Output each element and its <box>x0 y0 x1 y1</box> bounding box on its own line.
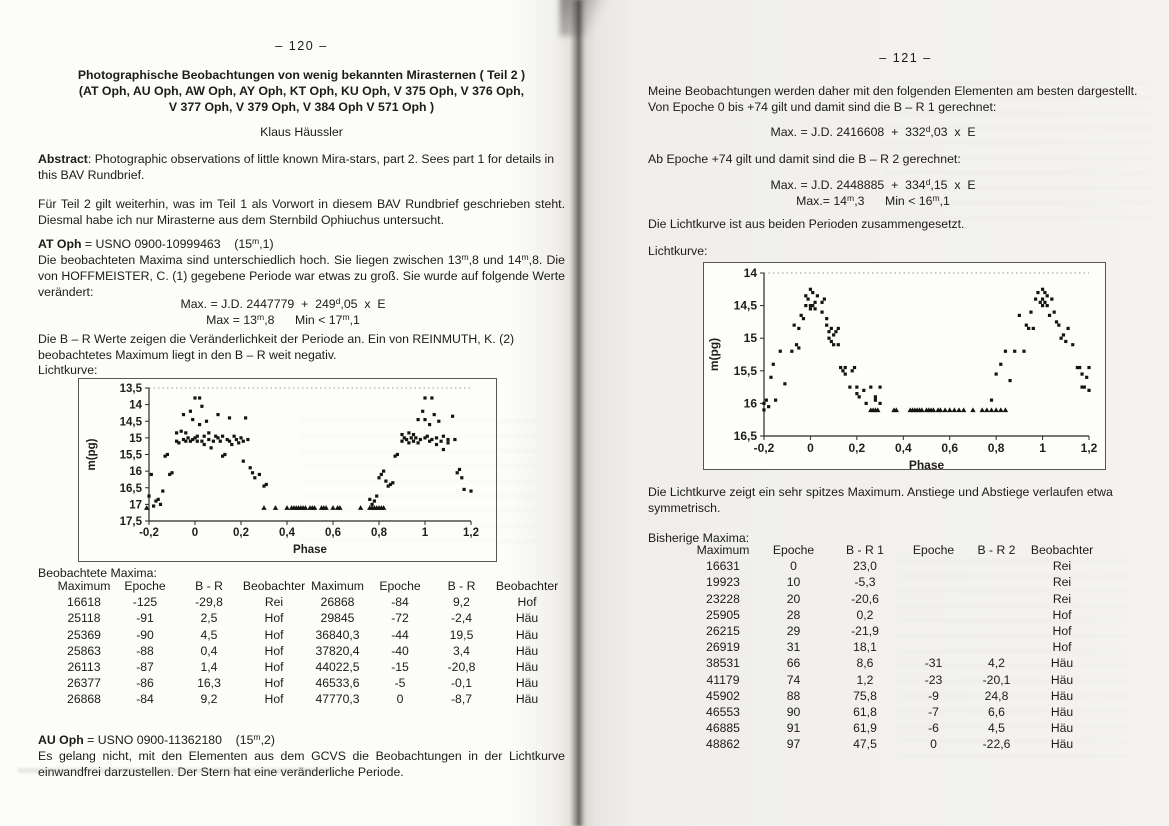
elements-formula-2: Max. = J.D. 2448885 + 334$^d$,15 x E <box>770 176 976 192</box>
ab-epoche-paragraph: Ab Epoche +74 gilt und damit sind die B – R 2 gerechnet: <box>648 152 961 166</box>
svg-text:14: 14 <box>129 399 142 412</box>
svg-text:1,2: 1,2 <box>1080 441 1098 455</box>
table-cell: 0 <box>396 692 404 707</box>
abstract: Abstract: Photographic observations of little known Mira-stars, part 2. Sees part 1 for details in this BAV Rundbrief. <box>38 152 555 183</box>
at-oph-elements-formula: Max. = J.D. 2447779 + 249$^d$,05 x E <box>180 295 386 311</box>
previous-maxima-table <box>688 542 1097 753</box>
table-cell: Hof <box>1052 624 1072 639</box>
table-cell: 16,3 <box>197 676 221 691</box>
table-cell: -90 <box>136 627 154 642</box>
table-cell: 46553 <box>706 705 740 720</box>
table-cell: 46533,6 <box>315 676 360 691</box>
svg-text:0,2: 0,2 <box>848 441 866 455</box>
table-header-cell: Beobachter <box>1030 543 1094 557</box>
svg-text:15: 15 <box>743 331 757 346</box>
svg-text:15,5: 15,5 <box>733 363 757 378</box>
table-cell: -15 <box>391 660 409 675</box>
scan-streak-artifact <box>18 768 336 773</box>
table-header-cell: Maximum <box>311 579 364 593</box>
table-cell: 10 <box>786 575 801 590</box>
table-cell: -40 <box>391 643 409 658</box>
table-cell: 4,5 <box>988 721 1005 736</box>
svg-text:m(pg): m(pg) <box>707 337 721 372</box>
table-cell: 74 <box>786 672 801 687</box>
table-cell: 28 <box>786 607 801 622</box>
table-cell: 26868 <box>67 692 101 707</box>
curve-shape-paragraph: Die Lichtkurve zeigt ein sehr spitzes Maximum. Anstiege und Abstiege verlaufen etwa symmetrisch. <box>648 485 1113 516</box>
table-cell: 26113 <box>67 660 101 675</box>
svg-text:0,8: 0,8 <box>371 527 387 539</box>
svg-text:m(pg): m(pg) <box>86 438 98 471</box>
table-row <box>688 655 1097 671</box>
table-cell: Hof <box>264 627 284 642</box>
table-cell <box>966 607 1027 623</box>
table-cell: 26868 <box>320 595 355 610</box>
svg-text:0,6: 0,6 <box>325 527 341 539</box>
table-cell: Hof <box>264 692 284 707</box>
table-cell <box>901 558 966 574</box>
table-cell: 4,2 <box>988 656 1005 671</box>
table-cell: -86 <box>136 676 154 691</box>
table-cell: 1,2 <box>856 672 874 687</box>
table-cell: 3,4 <box>453 643 470 658</box>
table-header-row <box>54 578 562 594</box>
table-cell: 75,8 <box>853 688 877 703</box>
table-row <box>54 691 562 707</box>
table-cell: Häu <box>515 643 539 658</box>
table-cell: -29,8 <box>195 595 223 610</box>
table-row <box>688 736 1097 752</box>
table-row <box>688 574 1097 590</box>
table-cell: -87 <box>136 660 154 675</box>
table-cell: Häu <box>515 676 539 691</box>
at-oph-br-note: Die B – R Werte zeigen die Veränderlichkeit der Periode an. Ein von REINMUTH, K. (2) beobachtetes Maximum liegt in den B – R weit negativ. <box>38 332 515 363</box>
table-cell: 46885 <box>706 721 740 736</box>
table-cell: Hof <box>264 611 284 626</box>
table-cell: Häu <box>1050 688 1074 703</box>
table-row <box>688 720 1097 736</box>
svg-text:13,5: 13,5 <box>119 383 142 395</box>
lightcurve-chart-at-oph <box>79 379 498 563</box>
table-cell: 25863 <box>67 643 101 658</box>
table-cell <box>901 591 966 607</box>
title-line: (AT Oph, AU Oph, AW Oph, AY Oph, KT Oph, KU Oph, V 375 Oph, V 376 Oph, <box>78 84 525 99</box>
table-cell: Rei <box>1052 575 1072 590</box>
binding-gutter-top-shadow <box>560 0 612 36</box>
table-cell: 47770,3 <box>315 692 360 707</box>
table-cell: -20,1 <box>982 672 1011 687</box>
table-cell: 41179 <box>706 672 740 687</box>
table-cell: -8,7 <box>450 692 472 707</box>
table-cell: 24,8 <box>984 688 1009 703</box>
table-cell: -22,6 <box>982 737 1011 752</box>
table-cell: -7 <box>928 705 939 720</box>
table-cell: Häu <box>515 627 539 642</box>
table-cell: Hof <box>264 643 284 658</box>
svg-text:1: 1 <box>421 527 429 539</box>
svg-text:-0,2: -0,2 <box>139 527 159 539</box>
svg-text:Phase: Phase <box>293 544 327 556</box>
table-header-cell: Epoche <box>379 579 421 593</box>
table-cell: 25369 <box>67 627 101 642</box>
table-row <box>688 672 1097 688</box>
svg-text:0,4: 0,4 <box>279 527 295 539</box>
table-cell: -5,3 <box>854 575 876 590</box>
page-left <box>0 0 578 826</box>
table-row <box>688 639 1097 655</box>
table-cell: Häu <box>515 692 539 707</box>
table-cell: 9,2 <box>200 692 218 707</box>
table-cell: -91 <box>136 611 154 626</box>
table-cell: 25118 <box>67 611 101 626</box>
table-cell <box>966 591 1027 607</box>
table-cell: 48862 <box>706 737 740 752</box>
elements-paragraph-line1: Meine Beobachtungen werden daher mit den folgenden Elementen am besten dargestellt. <box>648 84 1138 98</box>
table-cell <box>901 639 966 655</box>
table-cell: 26377 <box>67 676 101 691</box>
table-cell: Hof <box>1052 607 1072 622</box>
previous-maxima-label: Bisherige Maxima: <box>648 531 750 545</box>
table-cell: 36840,3 <box>315 627 360 642</box>
elements-maxmin: $Max.= 14^m,3$ Min < $16^m,1$ <box>796 192 950 208</box>
at-oph-maxmin: Max = $13^m,8$ Min < $17^m,1$ <box>206 311 360 327</box>
elements-formula-1: Max. = J.D. 2416608 + 332$^d$,03 x E <box>770 123 976 139</box>
table-row <box>688 591 1097 607</box>
page-right <box>578 0 1169 826</box>
table-cell: 6,6 <box>988 705 1005 720</box>
table-row <box>54 610 562 626</box>
author: Klaus Häussler <box>260 125 343 139</box>
table-cell: 26919 <box>706 640 740 655</box>
table-cell: 19,5 <box>449 627 474 642</box>
table-cell: -31 <box>924 656 943 671</box>
table-cell: 45902 <box>706 688 740 703</box>
table-cell: -125 <box>132 595 158 610</box>
table-cell: 66 <box>786 656 801 671</box>
table-cell: 31 <box>786 640 801 655</box>
table-cell: Häu <box>515 660 539 675</box>
table-cell: -20,8 <box>447 660 476 675</box>
page-number: – 121 – <box>879 51 932 65</box>
lightcurve-label: Lichtkurve: <box>648 244 708 258</box>
table-cell: 20 <box>786 591 801 606</box>
table-cell: -23 <box>924 672 943 687</box>
svg-text:17: 17 <box>129 499 142 512</box>
svg-text:1: 1 <box>1039 441 1046 455</box>
svg-text:16,5: 16,5 <box>119 482 142 495</box>
table-header-cell: Epoche <box>912 543 955 557</box>
lightcurve-chart-au-oph <box>704 263 1107 471</box>
title-line: V 377 Oph, V 379 Oph, V 384 Oph V 571 Oph ) <box>168 100 435 115</box>
svg-text:0,4: 0,4 <box>894 441 912 455</box>
table-cell: 2,5 <box>200 611 218 626</box>
binding-gutter-shadow <box>570 0 586 826</box>
table-cell: Häu <box>1050 737 1074 752</box>
table-cell: 26215 <box>706 624 740 639</box>
table-cell <box>966 574 1027 590</box>
table-cell: Rei <box>1052 559 1072 574</box>
table-header-cell: Epoche <box>124 579 166 593</box>
table-cell: Häu <box>1050 672 1074 687</box>
table-row <box>688 607 1097 623</box>
table-cell: 29 <box>786 624 801 639</box>
table-cell: 0,2 <box>856 607 874 622</box>
article-title <box>38 67 565 116</box>
svg-text:0,2: 0,2 <box>233 527 249 539</box>
svg-text:16: 16 <box>743 396 757 411</box>
observed-maxima-table <box>54 578 562 708</box>
table-row <box>54 659 562 675</box>
table-cell: -21,9 <box>851 624 879 639</box>
table-cell: 23,0 <box>853 559 877 574</box>
table-header-cell: Beobachter <box>495 579 559 593</box>
table-row <box>54 627 562 643</box>
svg-text:Phase: Phase <box>908 458 945 471</box>
table-cell: Rei <box>264 595 284 610</box>
table-cell: -6 <box>928 721 939 736</box>
lightcurve-label: Lichtkurve: <box>38 363 98 377</box>
table-cell: 9,2 <box>453 595 470 610</box>
svg-text:0,6: 0,6 <box>941 441 959 455</box>
table-cell: Hof <box>264 676 284 691</box>
table-header-cell: B - R <box>195 579 223 593</box>
table-cell: -88 <box>136 643 154 658</box>
table-cell: Häu <box>1050 656 1074 671</box>
table-header-cell: B - R 2 <box>977 543 1016 557</box>
table-cell: Hof <box>1052 640 1072 655</box>
table-cell <box>966 623 1027 639</box>
table-cell: 61,8 <box>853 705 877 720</box>
table-cell: Häu <box>515 611 539 626</box>
table-cell: 23228 <box>706 591 740 606</box>
svg-text:0: 0 <box>807 441 814 455</box>
svg-text:16: 16 <box>129 466 142 479</box>
svg-text:14,5: 14,5 <box>119 416 142 429</box>
table-cell: -5 <box>394 676 406 691</box>
table-cell: 0 <box>930 737 937 752</box>
table-cell: -84 <box>391 595 409 610</box>
table-row <box>688 623 1097 639</box>
table-cell: 19923 <box>706 575 740 590</box>
table-header-cell: Epoche <box>772 543 815 557</box>
table-cell: -2,4 <box>450 611 472 626</box>
table-header-cell: Beobachter <box>242 579 306 593</box>
table-row <box>54 643 562 659</box>
table-cell: 16631 <box>706 559 740 574</box>
table-header-cell: B - R 1 <box>846 543 884 557</box>
svg-text:14,5: 14,5 <box>733 298 757 313</box>
lightcurve-figure-at-oph <box>78 378 497 562</box>
table-cell: Häu <box>1050 705 1074 720</box>
table-cell: Hof <box>517 595 537 610</box>
table-cell <box>966 639 1027 655</box>
table-cell: 0 <box>790 559 797 574</box>
svg-text:15,5: 15,5 <box>119 449 142 462</box>
table-cell: -9 <box>928 688 939 703</box>
table-cell: 1,4 <box>200 660 218 675</box>
lightcurve-figure-au-oph <box>703 262 1106 470</box>
au-oph-heading: AU Oph = USNO 0900-11362180 (15$^m$,2) <box>38 731 275 747</box>
table-cell: -0,1 <box>450 676 472 691</box>
table-cell: 97 <box>786 737 801 752</box>
table-row <box>688 688 1097 704</box>
svg-text:-0,2: -0,2 <box>753 441 775 455</box>
elements-paragraph-line2: Von Epoche 0 bis +74 gilt und damit sind die B – R 1 gerechnet: <box>648 100 997 114</box>
table-cell <box>901 607 966 623</box>
table-header-cell: Maximum <box>696 543 750 557</box>
svg-text:15: 15 <box>129 432 142 445</box>
combined-periods-note: Die Lichtkurve ist aus beiden Perioden zusammengesetzt. <box>648 217 965 231</box>
table-cell: 90 <box>786 705 801 720</box>
svg-text:0,8: 0,8 <box>987 441 1005 455</box>
table-cell: 37820,4 <box>315 643 360 658</box>
svg-text:14: 14 <box>743 266 757 280</box>
table-cell <box>901 623 966 639</box>
table-row <box>54 675 562 691</box>
table-cell: Hof <box>264 660 284 675</box>
svg-text:0: 0 <box>191 527 199 539</box>
table-cell: 16618 <box>67 595 101 610</box>
table-cell: 88 <box>786 688 801 703</box>
table-row <box>688 704 1097 720</box>
table-cell: 29845 <box>320 611 355 626</box>
svg-text:16,5: 16,5 <box>733 429 757 443</box>
table-cell: 8,6 <box>856 656 874 671</box>
page-number: – 120 – <box>275 39 328 53</box>
table-cell <box>901 574 966 590</box>
table-row <box>54 594 562 610</box>
intro-paragraph: Für Teil 2 gilt weiterhin, was im Teil 1 als Vorwort in diesem BAV Rundbrief geschrieben steht. Diesmal habe ich nur Mirasterne aus dem Sternbild Ophiuchus untersucht. <box>38 197 565 228</box>
table-row <box>688 558 1097 574</box>
observed-maxima-label: Beobachtete Maxima: <box>38 566 157 580</box>
table-cell: Rei <box>1052 591 1072 606</box>
table-cell: 61,9 <box>853 721 877 736</box>
table-cell: Häu <box>1050 721 1074 736</box>
svg-text:17,5: 17,5 <box>119 516 142 528</box>
table-cell: 4,5 <box>200 627 218 642</box>
table-cell: -44 <box>391 627 409 642</box>
svg-text:1,2: 1,2 <box>463 527 479 539</box>
table-cell: 18,1 <box>853 640 877 655</box>
table-header-cell: B - R <box>447 579 476 593</box>
table-cell: 25905 <box>706 607 740 622</box>
au-oph-paragraph: Es gelang nicht, mit den Elementen aus dem GCVS die Beobachtungen in der Lichtkurve einwandfrei darzustellen. Der Stern hat eine veränderliche Periode. <box>38 749 565 780</box>
table-cell: 38531 <box>706 656 740 671</box>
at-oph-paragraph: Die beobachteten Maxima sind unterschiedlich hoch. Sie liegen zwischen 13$^m$,8 und 14$^m$,8. Die von HOFFMEISTER, C. (1) gegebene Periode war etwas zu groß. Sie wurde auf folgende Werte verändert: <box>38 251 565 300</box>
title-line: Photographische Beobachtungen von wenig bekannten Mirasternen ( Teil 2 ) <box>77 68 526 82</box>
table-header-cell: Maximum <box>57 579 111 593</box>
table-header-row <box>688 542 1097 558</box>
table-cell <box>966 558 1027 574</box>
table-cell: -20,6 <box>851 591 879 606</box>
table-cell: 47,5 <box>853 737 877 752</box>
table-cell: -84 <box>136 692 154 707</box>
table-cell: 44022,5 <box>315 660 360 675</box>
at-oph-heading: AT Oph = USNO 0900-10999463 (15$^m$,1) <box>38 235 274 251</box>
table-cell: 91 <box>786 721 801 736</box>
table-cell: 0,4 <box>200 643 218 658</box>
table-cell: -72 <box>391 611 409 626</box>
